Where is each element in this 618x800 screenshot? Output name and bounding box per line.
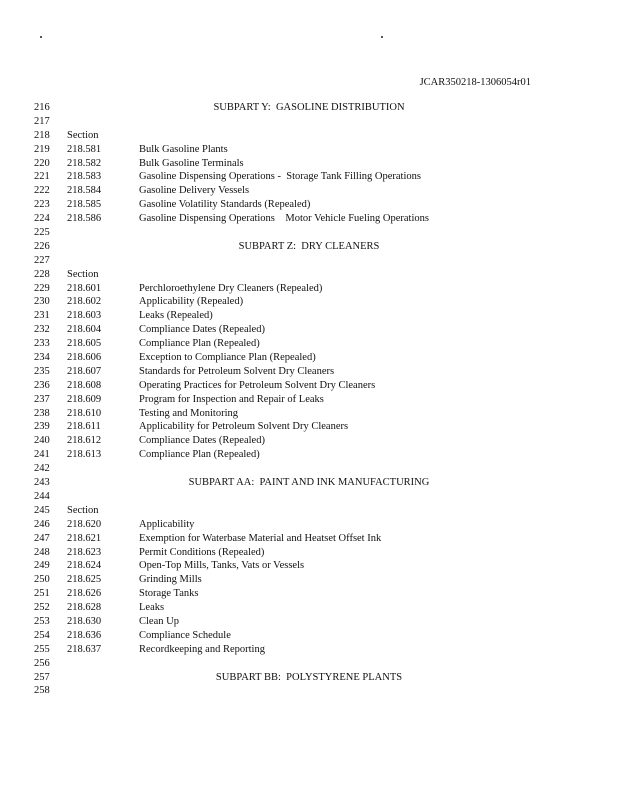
line-number: 245 [34,504,50,516]
scan-mark-left [40,36,42,38]
section-number: 218.601 [67,282,102,294]
line-entry [0,170,618,184]
subpart-heading [0,476,618,490]
line-number: 248 [34,546,50,558]
line-number: 249 [34,560,50,572]
line-number: 228 [34,268,50,280]
section-title: Perchloroethylene Dry Cleaners (Repealed) [139,282,323,294]
line-entry [0,559,618,573]
section-title: Compliance Dates (Repealed) [139,435,265,447]
line-entry [0,615,618,629]
line-number: 223 [34,199,50,211]
section-number: 218.606 [67,352,102,364]
line-number: 227 [34,254,50,266]
line-blank [0,490,618,504]
line-number: 233 [34,338,50,350]
section-title: Grinding Mills [139,574,202,586]
line-number: 240 [34,435,50,447]
section-number: 218.582 [67,157,102,169]
line-entry [0,184,618,198]
line-entry [0,323,618,337]
section-number: 218.602 [67,296,102,308]
section-title: Applicability for Petroleum Solvent Dry Cleaners [139,421,349,433]
line-entry [0,573,618,587]
section-number: 218.625 [67,574,102,586]
line-number: 254 [34,629,50,641]
section-number: 218.584 [67,185,102,197]
line-number: 224 [34,213,50,225]
line-entry [0,365,618,379]
line-entry [0,434,618,448]
line-entry [0,198,618,212]
section-title: Applicability [139,518,195,530]
line-number: 234 [34,352,50,364]
line-blank [0,684,618,698]
section-title: Gasoline Dispensing Operations - Storage Tank Filling Operations [139,171,421,183]
line-number: 237 [34,393,50,405]
line-number: 232 [34,324,50,336]
section-number: 218.603 [67,310,102,322]
section-title: Operating Practices for Petroleum Solvent Dry Cleaners [139,379,376,391]
section-number: 218.612 [67,435,102,447]
section-title: Standards for Petroleum Solvent Dry Cleaners [139,365,335,377]
section-number: 218.626 [67,588,102,600]
section-number: 218.624 [67,560,102,572]
section-title: Clean Up [139,615,179,627]
line-entry [0,393,618,407]
line-entry [0,601,618,615]
subpart-heading-text: SUBPART Y: GASOLINE DISTRIBUTION [213,102,405,113]
line-entry [0,420,618,434]
scan-mark-right [381,36,383,38]
line-number: 244 [34,490,50,502]
section-title: Program for Inspection and Repair of Leaks [139,393,324,405]
section-number: 218.613 [67,449,102,461]
section-number: 218.583 [67,171,102,183]
section-title: Compliance Plan (Repealed) [139,338,260,350]
line-number: 225 [34,227,50,239]
section-title: Compliance Plan (Repealed) [139,449,260,461]
section-title: Recordkeeping and Reporting [139,643,265,655]
line-number: 216 [34,102,50,113]
section-number: 218.636 [67,629,102,641]
section-number: 218.607 [67,365,102,377]
section-number: 218.628 [67,602,102,614]
line-blank [0,254,618,268]
section-title: Testing and Monitoring [139,407,239,419]
line-entry [0,518,618,532]
section-title: Applicability (Repealed) [139,296,244,308]
line-number: 231 [34,310,50,322]
line-number: 252 [34,602,50,614]
section-number: 218.611 [67,421,101,433]
line-entry [0,295,618,309]
line-number: 219 [34,143,50,155]
line-entry [0,643,618,657]
line-number: 221 [34,171,50,183]
section-title: Gasoline Dispensing Operations Motor Vehicle Fueling Operations [139,213,429,225]
line-number: 222 [34,185,50,197]
section-number: 218.623 [67,546,102,558]
subpart-heading-text: SUBPART BB: POLYSTYRENE PLANTS [215,671,403,683]
section-title: Gasoline Delivery Vessels [139,185,250,197]
section-title: Bulk Gasoline Plants [139,143,228,155]
line-blank [0,226,618,240]
line-number: 239 [34,421,50,433]
line-label [0,504,618,518]
line-entry [0,351,618,365]
subpart-heading [0,101,618,115]
section-title: Exemption for Waterbase Material and Heatset Offset Ink [139,532,382,544]
section-title: Leaks (Repealed) [139,310,213,322]
section-title: Compliance Schedule [139,629,231,641]
section-number: 218.630 [67,615,102,627]
line-entry [0,448,618,462]
line-entry [0,157,618,171]
line-number: 241 [34,449,50,461]
line-number: 236 [34,379,50,391]
line-number: 230 [34,296,50,308]
section-title: Bulk Gasoline Terminals [139,157,244,169]
line-blank [0,462,618,476]
subpart-heading-text: SUBPART AA: PAINT AND INK MANUFACTURING [188,477,430,489]
document-body [0,101,618,698]
line-entry [0,143,618,157]
section-number: 218.610 [67,407,102,419]
line-number: 255 [34,643,50,655]
line-number: 256 [34,657,50,669]
line-number: 226 [34,240,50,252]
section-number: 218.586 [67,213,102,225]
line-heading [0,101,618,115]
line-blank [0,115,618,129]
line-entry [0,532,618,546]
section-title: Leaks [139,602,165,614]
line-label [0,268,618,282]
line-entry [0,379,618,393]
section-number: 218.585 [67,199,102,211]
line-number: 218 [34,129,50,141]
line-number: 229 [34,282,50,294]
line-heading [0,671,618,685]
line-entry [0,546,618,560]
line-number: 250 [34,574,50,586]
line-blank [0,657,618,671]
section-number: 218.637 [67,643,102,655]
line-entry [0,337,618,351]
line-number: 238 [34,407,50,419]
section-label: Section [67,268,99,280]
line-entry [0,407,618,421]
section-label: Section [67,504,99,516]
section-number: 218.581 [67,143,102,155]
section-number: 218.609 [67,393,102,405]
subpart-heading [0,240,618,254]
line-number: 253 [34,615,50,627]
line-entry [0,629,618,643]
line-number: 257 [34,671,50,683]
line-number: 246 [34,518,50,530]
section-title: Compliance Dates (Repealed) [139,324,265,336]
line-number: 243 [34,477,50,489]
line-label [0,129,618,143]
section-number: 218.604 [67,324,102,336]
section-number: 218.621 [67,532,102,544]
line-number: 247 [34,532,50,544]
section-title: Storage Tanks [139,588,199,600]
line-number: 235 [34,365,50,377]
line-number: 242 [34,463,50,475]
line-number: 251 [34,588,50,600]
section-number: 218.605 [67,338,102,350]
section-title: Gasoline Volatility Standards (Repealed) [139,199,311,211]
subpart-heading [0,671,618,685]
line-entry [0,309,618,323]
document-id: JCAR350218-1306054r01 [419,77,531,88]
line-entry [0,212,618,226]
subpart-heading-text: SUBPART Z: DRY CLEANERS [238,240,380,252]
section-label: Section [67,129,99,141]
section-title: Permit Conditions (Repealed) [139,546,265,558]
line-heading [0,476,618,490]
line-entry [0,282,618,296]
section-title: Open-Top Mills, Tanks, Vats or Vessels [139,560,305,572]
line-number: 220 [34,157,50,169]
section-title: Exception to Compliance Plan (Repealed) [139,352,316,364]
section-number: 218.608 [67,379,102,391]
line-number: 258 [34,685,50,697]
line-heading [0,240,618,254]
line-number: 217 [34,115,50,127]
line-entry [0,587,618,601]
section-number: 218.620 [67,518,102,530]
